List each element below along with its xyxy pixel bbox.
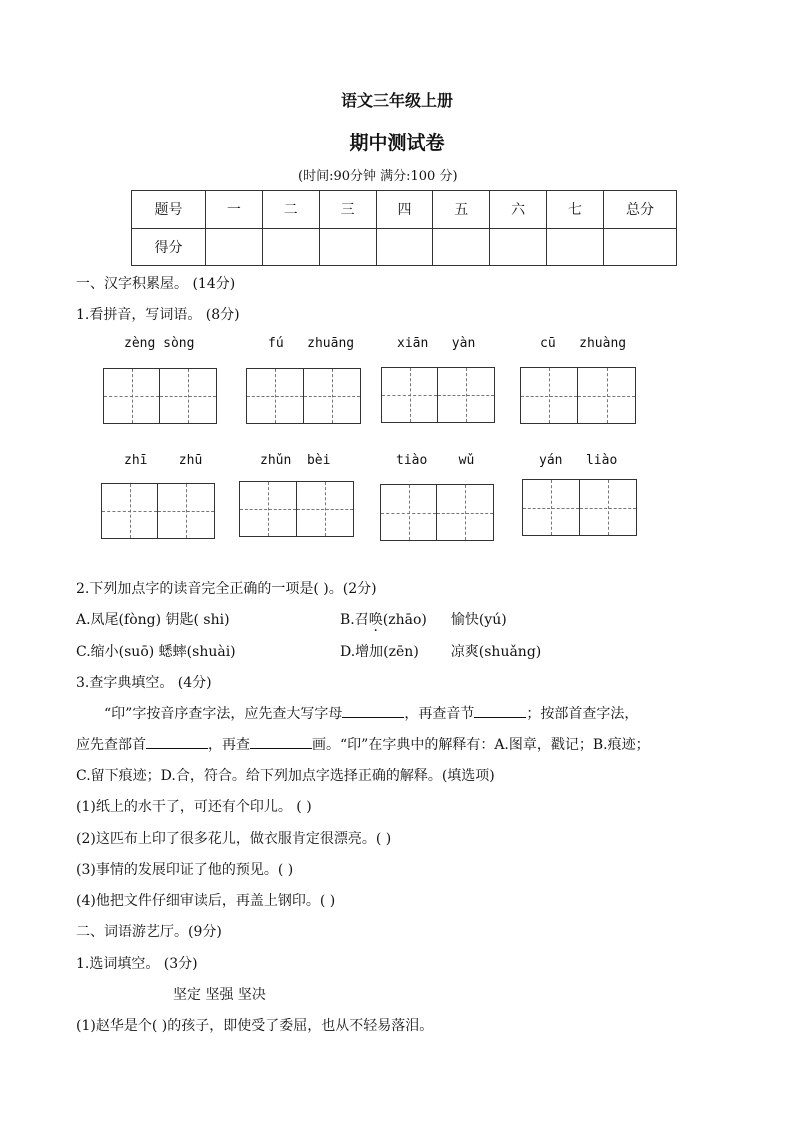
pinyin-label: tiào wǔ xyxy=(396,453,475,468)
score-table-cell: 一 xyxy=(206,191,263,229)
writing-grid[interactable] xyxy=(246,368,361,424)
writing-grid[interactable] xyxy=(520,367,636,424)
writing-grid[interactable] xyxy=(380,484,494,541)
page-title: 期中测试卷 xyxy=(349,132,445,154)
score-table-score-row xyxy=(132,228,677,266)
question-title: 2.下列加点字的读音完全正确的一项是( )。(2分) xyxy=(76,581,377,597)
option-c: C.缩小(suō) 蟋蟀(shuài) xyxy=(76,644,236,660)
score-input-cell[interactable] xyxy=(433,228,490,266)
paragraph: 应先查部首 ，再查 画。“印”在字典中的解释有：A.图章，戳记；B.痕迹； xyxy=(76,734,650,754)
section-heading: 一、汉字积累屋。 (14分) xyxy=(76,276,236,292)
writing-grid[interactable] xyxy=(101,483,215,539)
score-input-cell[interactable] xyxy=(262,228,319,266)
pinyin-label: yán liào xyxy=(539,453,618,468)
word-choices: 坚定 坚强 坚决 xyxy=(173,987,266,1003)
pinyin-label: zèng sòng xyxy=(124,336,195,351)
score-table-cell: 总分 xyxy=(604,191,677,229)
sub-question: (4)他把文件仔细审读后，再盖上钢印。( ) xyxy=(76,893,336,909)
pinyin-label: zhǔn bèi xyxy=(260,453,331,468)
sub-question: (1)纸上的水干了，可还有个印儿。 ( ) xyxy=(76,799,312,815)
score-table xyxy=(131,190,677,266)
score-table-cell: 二 xyxy=(262,191,319,229)
score-table-cell: 六 xyxy=(490,191,547,229)
score-table-cell: 五 xyxy=(433,191,490,229)
sub-question: (1)赵华是个( )的孩子，即使受了委屈，也从不轻易落泪。 xyxy=(76,1018,434,1034)
sub-question: (3)事情的发展印证了他的预见。( ) xyxy=(76,862,294,878)
answer-blank[interactable] xyxy=(342,703,404,718)
question-title: 3.查字典填空。 (4分) xyxy=(76,675,212,691)
score-input-cell[interactable] xyxy=(206,228,263,266)
pinyin-label: fú zhuāng xyxy=(268,336,355,351)
pinyin-label: cū zhuàng xyxy=(540,336,627,351)
option-b: B.召唤(zhāo) 愉快(yú) xyxy=(340,612,507,628)
pinyin-label: zhī zhū xyxy=(124,453,203,468)
writing-grid[interactable] xyxy=(381,367,495,423)
sub-question: (2)这匹布上印了很多花儿，做衣服肯定很漂亮。( ) xyxy=(76,831,392,847)
time-info: (时间:90分钟 满分:100 分) xyxy=(298,169,458,184)
score-table-cell: 三 xyxy=(319,191,376,229)
score-table-cell: 七 xyxy=(547,191,604,229)
score-input-cell[interactable] xyxy=(376,228,433,266)
option-a: A.凤尾(fòng) 钥匙( shi) xyxy=(76,612,230,628)
writing-grid[interactable] xyxy=(239,481,354,537)
pinyin-label: xiān yàn xyxy=(397,336,476,351)
score-table-cell: 得分 xyxy=(132,228,206,266)
score-table-cell: 四 xyxy=(376,191,433,229)
answer-blank[interactable] xyxy=(474,703,526,718)
question-title: 1.选词填空。 (3分) xyxy=(76,956,198,972)
writing-grid[interactable] xyxy=(103,368,217,424)
section-heading: 二、词语游艺厅。(9分) xyxy=(76,924,222,940)
answer-blank[interactable] xyxy=(250,734,312,749)
score-input-cell[interactable] xyxy=(319,228,376,266)
writing-grid[interactable] xyxy=(522,479,637,536)
score-table-cell: 题号 xyxy=(132,191,206,229)
option-d: D.增加(zēn) 凉爽(shuǎng) xyxy=(340,644,542,660)
question-title: 1.看拼音，写词语。 (8分) xyxy=(76,307,240,323)
answer-blank[interactable] xyxy=(146,734,208,749)
paragraph: “印”字按音序查字法，应先查大写字母 ，再查音节 ；按部首查字法， xyxy=(104,703,638,723)
paragraph: C.留下痕迹；D.合，符合。给下列加点字选择正确的解释。(填选项) xyxy=(76,768,495,784)
score-input-cell[interactable] xyxy=(604,228,677,266)
score-input-cell[interactable] xyxy=(547,228,604,266)
subtitle: 语文三年级上册 xyxy=(340,91,453,110)
score-table-header-row xyxy=(132,191,677,229)
score-input-cell[interactable] xyxy=(490,228,547,266)
